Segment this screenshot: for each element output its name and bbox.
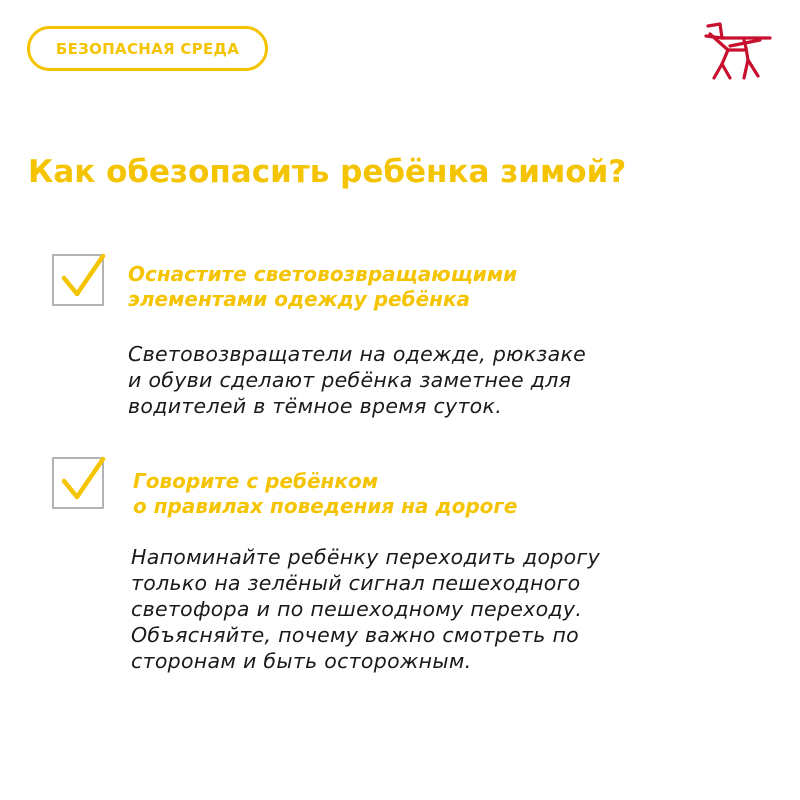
- checkbox-checked-icon: [51, 252, 107, 308]
- item-1-body: Световозвращатели на одежде, рюкзаке и обуви сделают ребёнка заметнее для водителей в тёмное время суток.: [128, 342, 587, 418]
- item-2-body: Напоминайте ребёнку переходить дорогу только на зелёный сигнал пешеходного светофора и по пешеходному переходу. Объясняйте, почему важно смотреть по сторонам и быть осторожным.: [131, 545, 601, 673]
- red-horse-logo-icon: [700, 20, 774, 82]
- section-tag: [27, 26, 268, 71]
- checkbox-checked-icon: [51, 455, 107, 511]
- item-1-title: Оснастите световозвращающими элементами одежду ребёнка: [128, 262, 518, 311]
- page-title: Как обезопасить ребёнка зимой?: [28, 154, 627, 190]
- item-2-title: Говорите с ребёнком о правилах поведения на дороге: [133, 469, 518, 518]
- section-tag-label: БЕЗОПАСНАЯ СРЕДА: [55, 39, 240, 58]
